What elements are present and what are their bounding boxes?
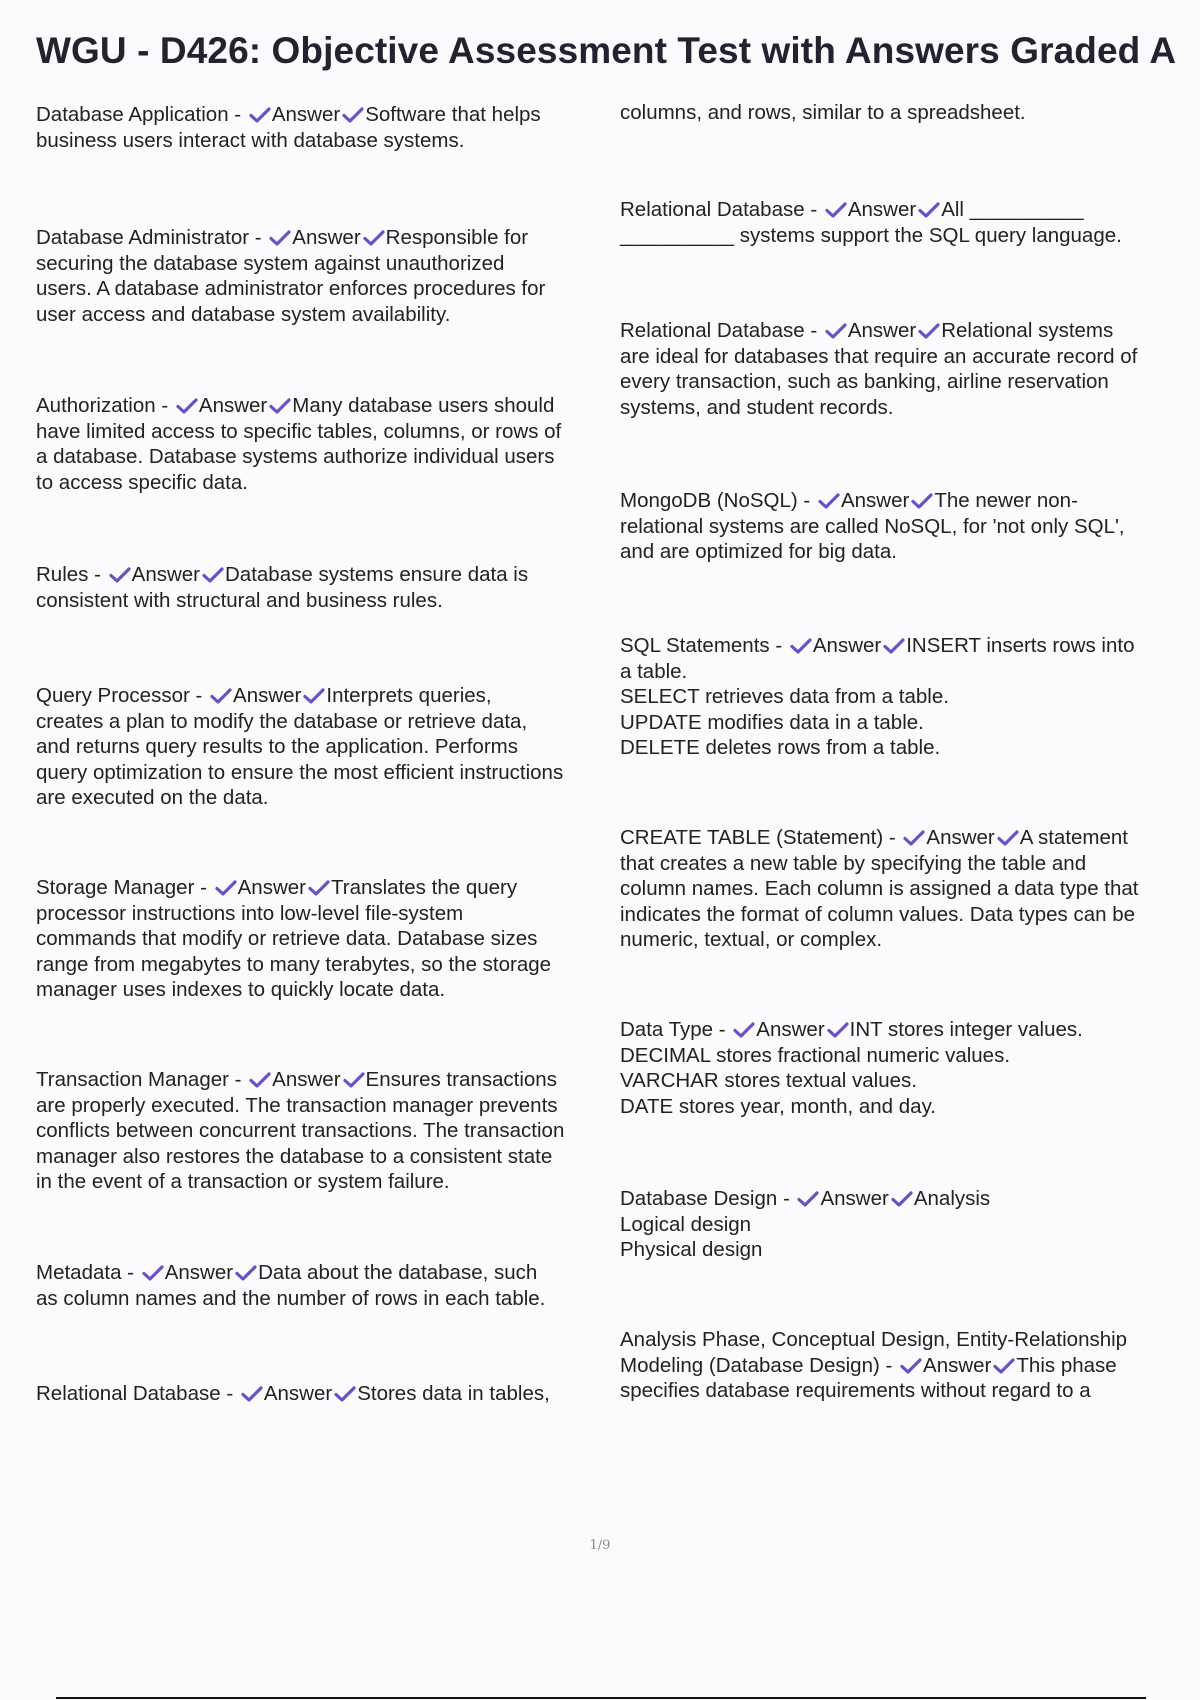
answer-text: Ensures transactions are properly executed. The transaction manager prevents conflicts between concurrent transactions. The transaction manager also restores the database to a consistent state in the event of a transaction or system failure. — [36, 1068, 565, 1193]
qa-entry: Analysis Phase, Conceptual Design, Entity-Relationship Modeling (Database Design) - Answer This phase specifies database requirements without regard to a — [620, 1328, 1128, 1402]
checkmark-icon — [903, 830, 925, 846]
term-label: SQL Statements — [620, 634, 770, 657]
checkmark-icon — [827, 1022, 849, 1038]
term-label: Relational Database — [620, 319, 805, 342]
checkmark-icon — [993, 1358, 1015, 1374]
answer-text: INSERT inserts rows into a table. SELECT retrieves data from a table. UPDATE modifies data in a table. DELETE deletes rows from a table. — [620, 634, 1135, 759]
answer-text: Many database users should have limited access to specific tables, columns, or rows of a database. Database systems authorize individual users to access specific data. — [36, 394, 562, 494]
answer-label: Answer — [271, 103, 341, 126]
checkmark-icon — [215, 880, 237, 896]
checkmark-icon — [997, 830, 1019, 846]
checkmark-icon — [733, 1022, 755, 1038]
term-label: MongoDB (NoSQL) — [620, 489, 798, 512]
checkmark-icon — [109, 567, 131, 583]
answer-label: Answer — [847, 198, 917, 221]
checkmark-icon — [883, 638, 905, 654]
answer-text: Interprets queries, creates a plan to modify the database or retrieve data, and returns query results to the application. Performs query optimization to ensure the most efficient instructions are executed on the data. — [36, 684, 564, 809]
qa-entry: Relational Database - Answer All __________ __________ systems support the SQL query language. — [620, 198, 1122, 247]
checkmark-icon — [818, 493, 840, 509]
qa-entry: CREATE TABLE (Statement) - Answer A statement that creates a new table by specifying the table and column names. Each column is assigned a data type that indicates the format of column values. Data types can be numeric, textual, or complex. — [620, 826, 1139, 951]
checkmark-icon — [202, 567, 224, 583]
qa-entry — [620, 100, 1190, 126]
answer-label: Answer — [237, 876, 306, 899]
qa-entry: Database Application - Answer Software that helps business users interact with database systems. — [36, 103, 541, 152]
checkmark-icon — [825, 202, 847, 218]
term-label: Analysis Phase, Conceptual Design, Entity-Relationship Modeling (Database Design) — [620, 1328, 1128, 1377]
term-label: Relational Database — [620, 198, 805, 221]
checkmark-icon — [790, 638, 812, 654]
answer-text: INT stores integer values. DECIMAL stores fractional numeric values. VARCHAR stores textual values. DATE stores year, month, and day. — [620, 1018, 1083, 1118]
qa-entry: Relational Database - Answer Stores data in tables, — [36, 1382, 550, 1405]
term-label: Database Design — [620, 1187, 778, 1210]
checkmark-icon — [269, 398, 291, 414]
answer-text: Software that helps business users interact with database systems. — [36, 103, 541, 152]
answer-label: Answer — [131, 563, 200, 586]
answer-label: Answer — [926, 826, 995, 849]
answer-label: Answer — [292, 226, 361, 249]
checkmark-icon — [235, 1265, 257, 1281]
qa-entry: Storage Manager - Answer Translates the query processor instructions into low-level file-system commands that modify or retrieve data. Database sizes range from megabytes to many terabytes, so the storage manager uses indexes to quickly locate data. — [36, 876, 552, 1001]
term-label: Transaction Manager — [36, 1068, 229, 1091]
answer-text: A statement that creates a new table by specifying the table and column names. Each column is assigned a data type that indicates the format of column values. Data types can be numeric, textual, or complex. — [620, 826, 1139, 951]
qa-entry: Database Design - Answer Analysis Logical design Physical design — [620, 1187, 991, 1261]
term-label: Rules — [36, 563, 89, 586]
checkmark-icon — [343, 1072, 365, 1088]
answer-label: Answer — [847, 319, 917, 342]
answer-text: Stores data in tables, — [357, 1382, 550, 1405]
bottom-divider — [56, 1697, 1146, 1699]
checkmark-icon — [900, 1358, 922, 1374]
term-label: Database Application — [36, 103, 229, 126]
answer-label: Answer — [198, 394, 268, 417]
page-number: 1/9 — [589, 1538, 611, 1553]
term-label: Metadata — [36, 1261, 122, 1284]
checkmark-icon — [918, 323, 940, 339]
term-label: Database Administrator — [36, 226, 250, 249]
checkmark-icon — [308, 880, 330, 896]
answer-text: Responsible for securing the database system against unauthorized users. A database administrator enforces procedures for user access and database system availability. — [36, 226, 546, 326]
checkmark-icon — [918, 202, 940, 218]
answer-text: This phase specifies database requirements without regard to a — [620, 1353, 1117, 1402]
qa-entry: Query Processor - Answer Interprets queries, creates a plan to modify the database or retrieve data, and returns query results to the application. Performs query optimization to ensure the most efficient instructions are executed on the data. — [36, 684, 564, 809]
term-label: Authorization — [36, 394, 156, 417]
checkmark-icon — [210, 688, 232, 704]
answer-text: All __________ __________ systems support the SQL query language. — [620, 198, 1122, 247]
answer-label: Answer — [233, 684, 302, 707]
checkmark-icon — [249, 1072, 271, 1088]
qa-entry: Authorization - Answer Many database users should have limited access to specific tables, columns, or rows of a database. Database systems authorize individual users to access specific data. — [36, 394, 562, 494]
answer-label: Answer — [820, 1187, 889, 1210]
term-label: Storage Manager — [36, 876, 195, 899]
qa-entry: Data Type - Answer INT stores integer values. DECIMAL stores fractional numeric values. VARCHAR stores textual values. DATE stores year, month, and day. — [620, 1018, 1083, 1118]
answer-text: Translates the query processor instructions into low-level file-system commands that modify or retrieve data. Database sizes range from megabytes to many terabytes, so the storage manager uses indexes to quickly locate data. — [36, 876, 552, 1001]
answer-label: Answer — [263, 1382, 333, 1405]
checkmark-icon — [342, 107, 364, 123]
answer-label: Answer — [756, 1018, 825, 1041]
term-label: Relational Database — [36, 1382, 221, 1405]
checkmark-icon — [303, 688, 325, 704]
checkmark-icon — [269, 230, 291, 246]
qa-entry: Relational Database - Answer Relational systems are ideal for databases that require an accurate record of every transaction, such as banking, airline reservation systems, and student records. — [620, 319, 1138, 419]
answer-label: Answer — [923, 1353, 992, 1377]
qa-entry: Metadata - Answer Data about the database, such as column names and the number of rows in each table. — [36, 1261, 546, 1310]
answer-text: Relational systems are ideal for databases that require an accurate record of every transaction, such as banking, airline reservation systems, and student records. — [620, 319, 1138, 419]
answer-label: Answer — [164, 1261, 234, 1284]
checkmark-icon — [176, 398, 198, 414]
qa-entry: MongoDB (NoSQL) - Answer The newer non- relational systems are called NoSQL, for 'not only SQL', and are optimized for big data. — [620, 489, 1125, 563]
answer-text: columns, and rows, similar to a spreadsheet. — [620, 101, 1026, 124]
term-label: Data Type — [620, 1018, 714, 1041]
qa-entry: SQL Statements - Answer INSERT inserts rows into a table. SELECT retrieves data from a table. UPDATE modifies data in a table. DELETE deletes rows from a table. — [620, 634, 1135, 759]
qa-entry: Transaction Manager - Answer Ensures transactions are properly executed. The transaction manager prevents conflicts between concurrent transactions. The transaction manager also restores the database to a consistent state in the event of a transaction or system failure. — [36, 1068, 565, 1193]
answer-text: The newer non- relational systems are called NoSQL, for 'not only SQL', and are optimized for big data. — [620, 489, 1125, 563]
checkmark-icon — [249, 107, 271, 123]
checkmark-icon — [363, 230, 385, 246]
answer-label: Answer — [272, 1068, 341, 1091]
checkmark-icon — [241, 1386, 263, 1402]
term-label: Query Processor — [36, 684, 190, 707]
checkmark-icon — [891, 1191, 913, 1207]
answer-text: Analysis Logical design Physical design — [620, 1187, 991, 1261]
qa-entry: Database Administrator - Answer Responsible for securing the database system against unauthorized users. A database administrator enforces procedures for user access and database system availability. — [36, 226, 546, 326]
checkmark-icon — [797, 1191, 819, 1207]
checkmark-icon — [142, 1265, 164, 1281]
answer-label: Answer — [812, 634, 882, 657]
answer-text: Data about the database, such as column names and the number of rows in each table. — [36, 1261, 546, 1310]
checkmark-icon — [825, 323, 847, 339]
answer-label: Answer — [840, 489, 910, 512]
term-label: CREATE TABLE (Statement) — [620, 826, 884, 849]
checkmark-icon — [911, 493, 933, 509]
answer-text: Database systems ensure data is consistent with structural and business rules. — [36, 563, 529, 612]
qa-entry: Rules - Answer Database systems ensure data is consistent with structural and business rules. — [36, 563, 529, 612]
checkmark-icon — [334, 1386, 356, 1402]
document-title: WGU - D426: Objective Assessment Test with Answers Graded A — [36, 30, 1177, 71]
